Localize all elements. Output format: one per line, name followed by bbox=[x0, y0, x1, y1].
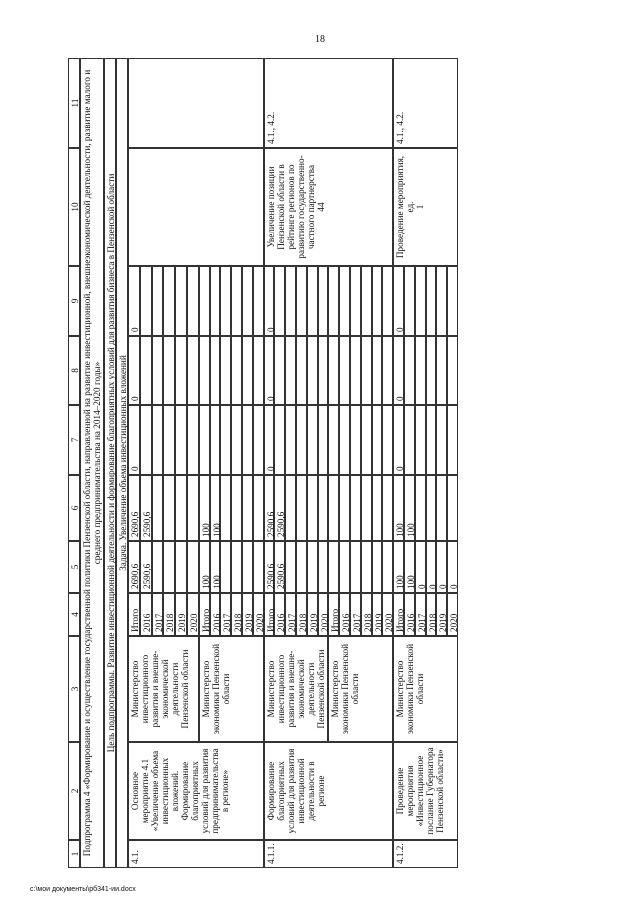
value-col8 bbox=[199, 336, 210, 405]
value-col5 bbox=[175, 541, 187, 593]
executor: Министерство экономики Пензенской области bbox=[199, 636, 264, 742]
value-col9 bbox=[242, 266, 253, 336]
executor: Министерство инвестиционного развития и внешне-экономической деятельности Пензенской области bbox=[264, 636, 329, 742]
value-col9: 0 bbox=[264, 266, 275, 336]
value-col6 bbox=[447, 475, 458, 541]
year-label: 2020 bbox=[318, 593, 329, 636]
value-col5: 2590,6 bbox=[274, 541, 285, 593]
value-col9 bbox=[426, 266, 437, 336]
value-col7 bbox=[274, 405, 285, 475]
column-number-2: 2 bbox=[68, 742, 80, 840]
value-col8 bbox=[296, 336, 307, 405]
value-col5 bbox=[382, 541, 393, 593]
value-col8: 0 bbox=[128, 336, 140, 405]
year-label: 2016 bbox=[274, 593, 285, 636]
year-label: 2019 bbox=[372, 593, 383, 636]
measure-name: Проведение мероприятия «Инвестиционное послание Губернатора Пензенской области» bbox=[393, 742, 458, 840]
value-col8 bbox=[285, 336, 296, 405]
row-number: 4.1.1. bbox=[264, 840, 394, 868]
value-col6 bbox=[307, 475, 318, 541]
value-col6 bbox=[372, 475, 383, 541]
value-col9 bbox=[210, 266, 221, 336]
value-col6 bbox=[436, 475, 447, 541]
year-label: Итого bbox=[393, 593, 404, 636]
executor: Министерство экономики Пензенской области bbox=[393, 636, 458, 742]
column-number-11: 11 bbox=[68, 58, 80, 148]
value-col6: 100 bbox=[199, 475, 210, 541]
executor: Министерство экономики Пензенской области bbox=[328, 636, 393, 742]
value-col5 bbox=[163, 541, 175, 593]
value-col5: 100 bbox=[199, 541, 210, 593]
value-col8 bbox=[415, 336, 426, 405]
column-number-7: 7 bbox=[68, 405, 80, 475]
value-col7 bbox=[382, 405, 393, 475]
value-col6 bbox=[361, 475, 372, 541]
value-col5 bbox=[339, 541, 350, 593]
value-col8 bbox=[274, 336, 285, 405]
column-number-3: 3 bbox=[68, 636, 80, 742]
value-col6 bbox=[328, 475, 339, 541]
page-number: 18 bbox=[315, 34, 325, 45]
year-label: 2020 bbox=[253, 593, 264, 636]
value-col7 bbox=[447, 405, 458, 475]
value-col9 bbox=[285, 266, 296, 336]
value-col8 bbox=[140, 336, 152, 405]
value-col6 bbox=[318, 475, 329, 541]
value-col7 bbox=[318, 405, 329, 475]
year-label: 2017 bbox=[152, 593, 164, 636]
year-label: 2017 bbox=[350, 593, 361, 636]
value-col6 bbox=[163, 475, 175, 541]
value-col6 bbox=[253, 475, 264, 541]
indicator-value: 1 bbox=[415, 204, 426, 210]
year-label: 2018 bbox=[426, 593, 437, 636]
value-col8 bbox=[152, 336, 164, 405]
value-col7 bbox=[404, 405, 415, 475]
footer-file-path: c:\мои документы\рб341-ии.docx bbox=[30, 886, 136, 893]
value-col9 bbox=[339, 266, 350, 336]
column-number-5: 5 bbox=[68, 541, 80, 593]
value-col8 bbox=[231, 336, 242, 405]
year-label: 2018 bbox=[231, 593, 242, 636]
value-col5 bbox=[307, 541, 318, 593]
value-col7 bbox=[175, 405, 187, 475]
value-col8 bbox=[175, 336, 187, 405]
value-col8 bbox=[253, 336, 264, 405]
value-col5: 0 bbox=[447, 541, 458, 593]
budget-table bbox=[68, 58, 572, 868]
row-number: 4.1.2. bbox=[393, 840, 458, 868]
value-col9 bbox=[231, 266, 242, 336]
value-col8 bbox=[426, 336, 437, 405]
value-col7 bbox=[307, 405, 318, 475]
row-number: 4.1. bbox=[128, 840, 264, 868]
value-col9 bbox=[175, 266, 187, 336]
value-col8 bbox=[220, 336, 231, 405]
value-col5: 100 bbox=[404, 541, 415, 593]
value-col5 bbox=[350, 541, 361, 593]
value-col7 bbox=[328, 405, 339, 475]
value-col8 bbox=[382, 336, 393, 405]
value-col7 bbox=[339, 405, 350, 475]
indicator-value: 44 bbox=[315, 202, 326, 212]
year-label: 2019 bbox=[307, 593, 318, 636]
value-col5 bbox=[328, 541, 339, 593]
value-col7: 0 bbox=[128, 405, 140, 475]
year-label: 2019 bbox=[436, 593, 447, 636]
column-number-4: 4 bbox=[68, 593, 80, 636]
year-label: 2016 bbox=[210, 593, 221, 636]
task-reference: 4.1., 4.2. bbox=[264, 58, 394, 148]
value-col5 bbox=[285, 541, 296, 593]
value-col8 bbox=[210, 336, 221, 405]
value-col6: 100 bbox=[404, 475, 415, 541]
value-col7 bbox=[372, 405, 383, 475]
value-col8 bbox=[242, 336, 253, 405]
value-col5 bbox=[372, 541, 383, 593]
value-col5: 2590,6 bbox=[140, 541, 152, 593]
value-col5: 0 bbox=[415, 541, 426, 593]
value-col9 bbox=[187, 266, 199, 336]
value-col8: 0 bbox=[393, 336, 404, 405]
value-col9 bbox=[436, 266, 447, 336]
value-col9 bbox=[220, 266, 231, 336]
value-col5: 100 bbox=[210, 541, 221, 593]
value-col7 bbox=[253, 405, 264, 475]
year-label: 2018 bbox=[163, 593, 175, 636]
value-col8 bbox=[350, 336, 361, 405]
year-label: 2017 bbox=[415, 593, 426, 636]
value-col7 bbox=[163, 405, 175, 475]
value-col6 bbox=[285, 475, 296, 541]
task-row: Задача. Увеличение объема инвестиционных вложений bbox=[116, 58, 128, 868]
value-col9 bbox=[140, 266, 152, 336]
value-col5: 2690,6 bbox=[128, 541, 140, 593]
value-col9 bbox=[361, 266, 372, 336]
value-col8 bbox=[447, 336, 458, 405]
value-col7 bbox=[210, 405, 221, 475]
value-col6 bbox=[339, 475, 350, 541]
value-col6 bbox=[187, 475, 199, 541]
indicator-name: Проведение мероприятия, ед. bbox=[395, 155, 416, 259]
year-label: 2020 bbox=[187, 593, 199, 636]
value-col6 bbox=[242, 475, 253, 541]
value-col6 bbox=[350, 475, 361, 541]
year-label: 2018 bbox=[296, 593, 307, 636]
value-col5: 100 bbox=[393, 541, 404, 593]
value-col7 bbox=[436, 405, 447, 475]
value-col6 bbox=[382, 475, 393, 541]
value-col8 bbox=[318, 336, 329, 405]
value-col6 bbox=[231, 475, 242, 541]
value-col6 bbox=[296, 475, 307, 541]
value-col7 bbox=[152, 405, 164, 475]
rotated-table-container bbox=[68, 58, 572, 868]
value-col8 bbox=[361, 336, 372, 405]
year-label: Итого bbox=[199, 593, 210, 636]
value-col9 bbox=[253, 266, 264, 336]
value-col5 bbox=[242, 541, 253, 593]
task-reference bbox=[128, 58, 264, 148]
value-col8 bbox=[404, 336, 415, 405]
value-col7 bbox=[199, 405, 210, 475]
value-col9 bbox=[372, 266, 383, 336]
value-col5 bbox=[152, 541, 164, 593]
value-col7 bbox=[361, 405, 372, 475]
indicator-cell bbox=[393, 148, 458, 266]
year-label: 2018 bbox=[361, 593, 372, 636]
value-col8 bbox=[339, 336, 350, 405]
value-col5 bbox=[296, 541, 307, 593]
value-col5 bbox=[318, 541, 329, 593]
value-col9 bbox=[296, 266, 307, 336]
value-col9 bbox=[152, 266, 164, 336]
value-col5 bbox=[187, 541, 199, 593]
value-col8 bbox=[328, 336, 339, 405]
value-col9 bbox=[307, 266, 318, 336]
value-col8 bbox=[163, 336, 175, 405]
value-col6 bbox=[415, 475, 426, 541]
value-col6 bbox=[175, 475, 187, 541]
measure-name: Формирование благоприятных условий для развития инвестиционной деятельности в регионе bbox=[264, 742, 394, 840]
value-col7 bbox=[220, 405, 231, 475]
value-col5 bbox=[361, 541, 372, 593]
value-col9 bbox=[328, 266, 339, 336]
value-col8 bbox=[187, 336, 199, 405]
year-label: Итого bbox=[128, 593, 140, 636]
year-label: 2019 bbox=[175, 593, 187, 636]
value-col6: 2590,6 bbox=[274, 475, 285, 541]
indicator-name: Увеличение позиции Пензенской области в рейтинге регионов по развитию государственно-частного партнерства bbox=[265, 155, 316, 259]
value-col7: 0 bbox=[393, 405, 404, 475]
value-col7 bbox=[242, 405, 253, 475]
value-col5 bbox=[220, 541, 231, 593]
year-label: 2019 bbox=[242, 593, 253, 636]
value-col9 bbox=[274, 266, 285, 336]
value-col6: 100 bbox=[210, 475, 221, 541]
year-label: 2016 bbox=[339, 593, 350, 636]
value-col9 bbox=[350, 266, 361, 336]
year-label: Итого bbox=[264, 593, 275, 636]
year-label: 2020 bbox=[447, 593, 458, 636]
value-col7 bbox=[140, 405, 152, 475]
value-col6 bbox=[152, 475, 164, 541]
goal-row: Цель подпрограммы. Развитие инвестиционной деятельности и формирование благоприятных условий для развития бизнеса в Пензенской области bbox=[104, 58, 116, 868]
value-col9: 0 bbox=[393, 266, 404, 336]
value-col5: 2590,6 bbox=[264, 541, 275, 593]
subprogram-title: Подпрограмма 4 «Формирование и осуществление государственной политики Пензенской области, направленной на развитие инвестиционной, внешнеэкономической деятельности, развитие малого и среднего предпринимательства на 2014–2020 годы» bbox=[80, 58, 104, 868]
value-col6: 2590,6 bbox=[264, 475, 275, 541]
value-col8 bbox=[436, 336, 447, 405]
year-label: 2017 bbox=[220, 593, 231, 636]
year-label: 2016 bbox=[404, 593, 415, 636]
value-col7 bbox=[426, 405, 437, 475]
year-label: Итого bbox=[328, 593, 339, 636]
value-col7 bbox=[296, 405, 307, 475]
value-col6: 2690,6 bbox=[128, 475, 140, 541]
value-col6: 100 bbox=[393, 475, 404, 541]
year-label: 2020 bbox=[382, 593, 393, 636]
value-col8 bbox=[307, 336, 318, 405]
value-col6: 2590,6 bbox=[140, 475, 152, 541]
value-col5: 0 bbox=[426, 541, 437, 593]
value-col6 bbox=[220, 475, 231, 541]
value-col8 bbox=[372, 336, 383, 405]
value-col5 bbox=[253, 541, 264, 593]
value-col9 bbox=[382, 266, 393, 336]
value-col7 bbox=[231, 405, 242, 475]
value-col5 bbox=[231, 541, 242, 593]
indicator-cell bbox=[128, 148, 264, 266]
executor: Министерство инвестиционного развития и внешне-экономической деятельности Пензенской области bbox=[128, 636, 199, 742]
value-col9 bbox=[404, 266, 415, 336]
value-col6 bbox=[426, 475, 437, 541]
year-label: 2016 bbox=[140, 593, 152, 636]
column-number-8: 8 bbox=[68, 336, 80, 405]
value-col9: 0 bbox=[128, 266, 140, 336]
indicator-cell bbox=[264, 148, 394, 266]
value-col5: 0 bbox=[436, 541, 447, 593]
year-label: 2017 bbox=[285, 593, 296, 636]
value-col9 bbox=[415, 266, 426, 336]
value-col7 bbox=[415, 405, 426, 475]
column-number-9: 9 bbox=[68, 266, 80, 336]
value-col9 bbox=[447, 266, 458, 336]
column-number-10: 10 bbox=[68, 148, 80, 266]
value-col8: 0 bbox=[264, 336, 275, 405]
value-col9 bbox=[163, 266, 175, 336]
value-col9 bbox=[199, 266, 210, 336]
value-col7 bbox=[187, 405, 199, 475]
value-col7 bbox=[350, 405, 361, 475]
task-reference: 4.1., 4.2. bbox=[393, 58, 458, 148]
measure-name: Основное мероприятие 4.1 «Увеличение объема инвестиционных вложений. Формирование благоприятных условий для развития предпринимательства в регионе» bbox=[128, 742, 264, 840]
value-col9 bbox=[318, 266, 329, 336]
column-number-1: 1 bbox=[68, 840, 80, 868]
value-col7 bbox=[285, 405, 296, 475]
column-number-6: 6 bbox=[68, 475, 80, 541]
value-col7: 0 bbox=[264, 405, 275, 475]
